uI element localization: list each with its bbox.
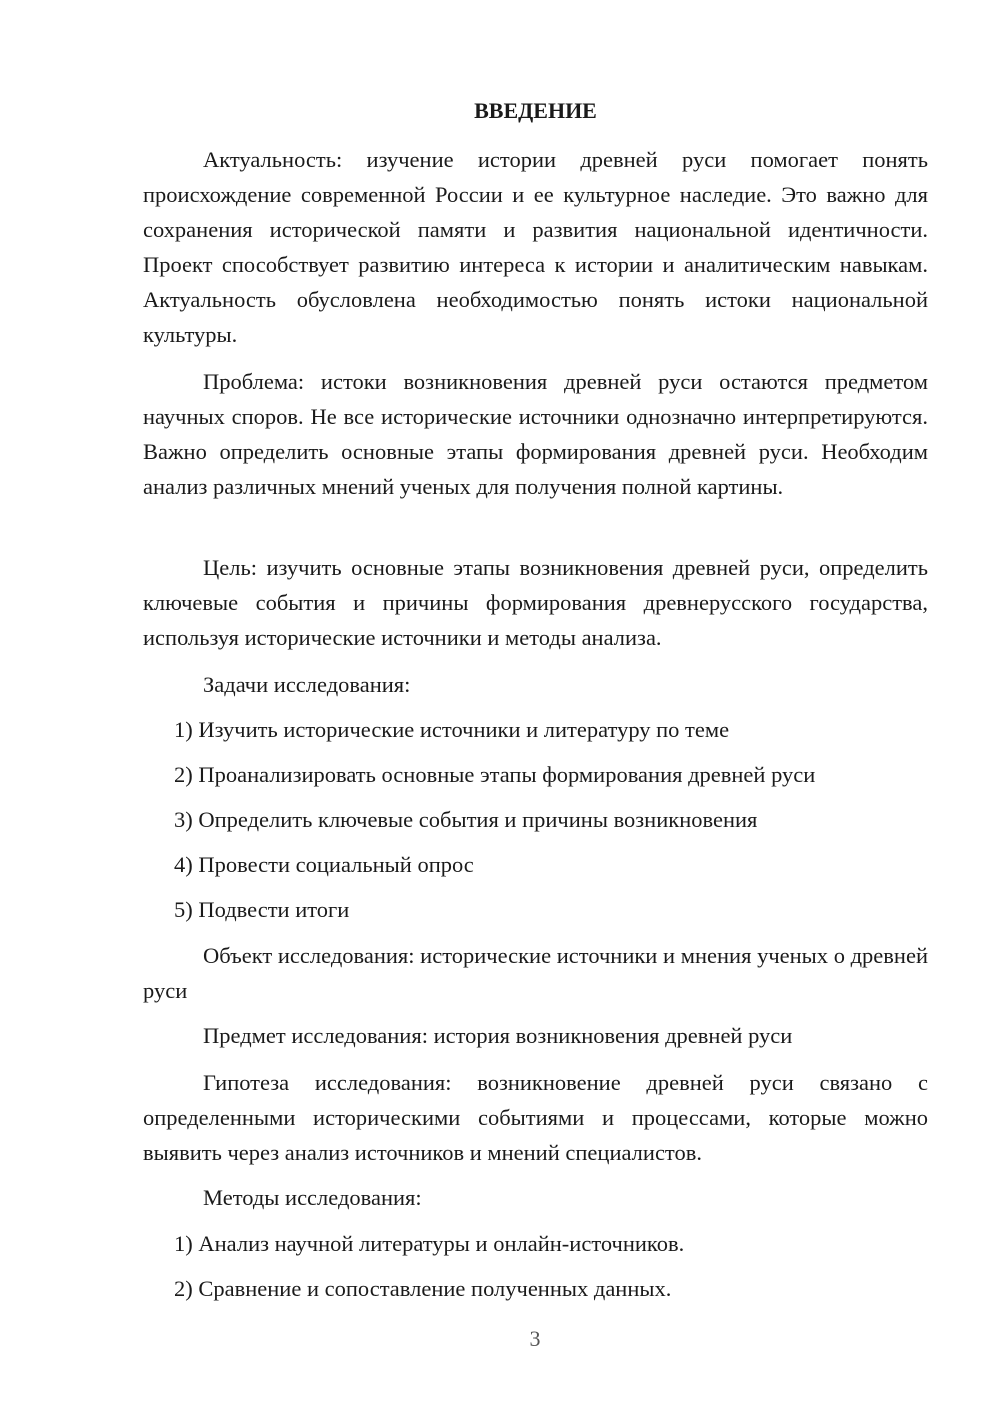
- task-item-5: 5) Подвести итоги: [174, 897, 350, 922]
- task-item-1: 1) Изучить исторические источники и литературу по теме: [174, 717, 730, 742]
- object-paragraph: Объект исследования: исторические источники и мнения ученых о древней руси: [143, 943, 928, 1003]
- method-item-2: 2) Сравнение и сопоставление полученных данных.: [174, 1276, 672, 1301]
- methods-heading: Методы исследования:: [203, 1185, 422, 1210]
- page-number: 3: [529, 1326, 541, 1351]
- task-item-2: 2) Проанализировать основные этапы формирования древней руси: [174, 762, 816, 787]
- subject-paragraph: Предмет исследования: история возникновения древней руси: [203, 1023, 793, 1048]
- problem-paragraph: Проблема: истоки возникновения древней руси остаются предметом научных споров. Не все исторические источники однозначно интерпретируются. Важно определить основные этапы формирования древней руси. Необходим анализ различных мнений ученых для получения полной картины.: [143, 369, 928, 499]
- relevance-paragraph: Актуальность: изучение истории древней руси помогает понять происхождение современной России и ее культурное наследие. Это важно для сохранения исторической памяти и развития национальной идентичности. Проект способствует развитию интереса к истории и аналитическим навыкам. Актуальность обусловлена необходимостью понять истоки национальной культуры.: [143, 147, 928, 347]
- task-item-3: 3) Определить ключевые события и причины возникновения: [174, 807, 758, 832]
- task-item-4: 4) Провести социальный опрос: [174, 852, 474, 877]
- tasks-heading: Задачи исследования:: [203, 672, 411, 697]
- goal-paragraph: Цель: изучить основные этапы возникновения древней руси, определить ключевые события и причины формирования древнерусского государства, используя исторические источники и методы анализа.: [143, 555, 928, 650]
- method-item-1: 1) Анализ научной литературы и онлайн-источников.: [174, 1231, 685, 1256]
- hypothesis-paragraph: Гипотеза исследования: возникновение древней руси связано с определенными историческими событиями и процессами, которые можно выявить через анализ источников и мнений специалистов.: [143, 1070, 928, 1165]
- section-title: ВВЕДЕНИЕ: [474, 98, 597, 123]
